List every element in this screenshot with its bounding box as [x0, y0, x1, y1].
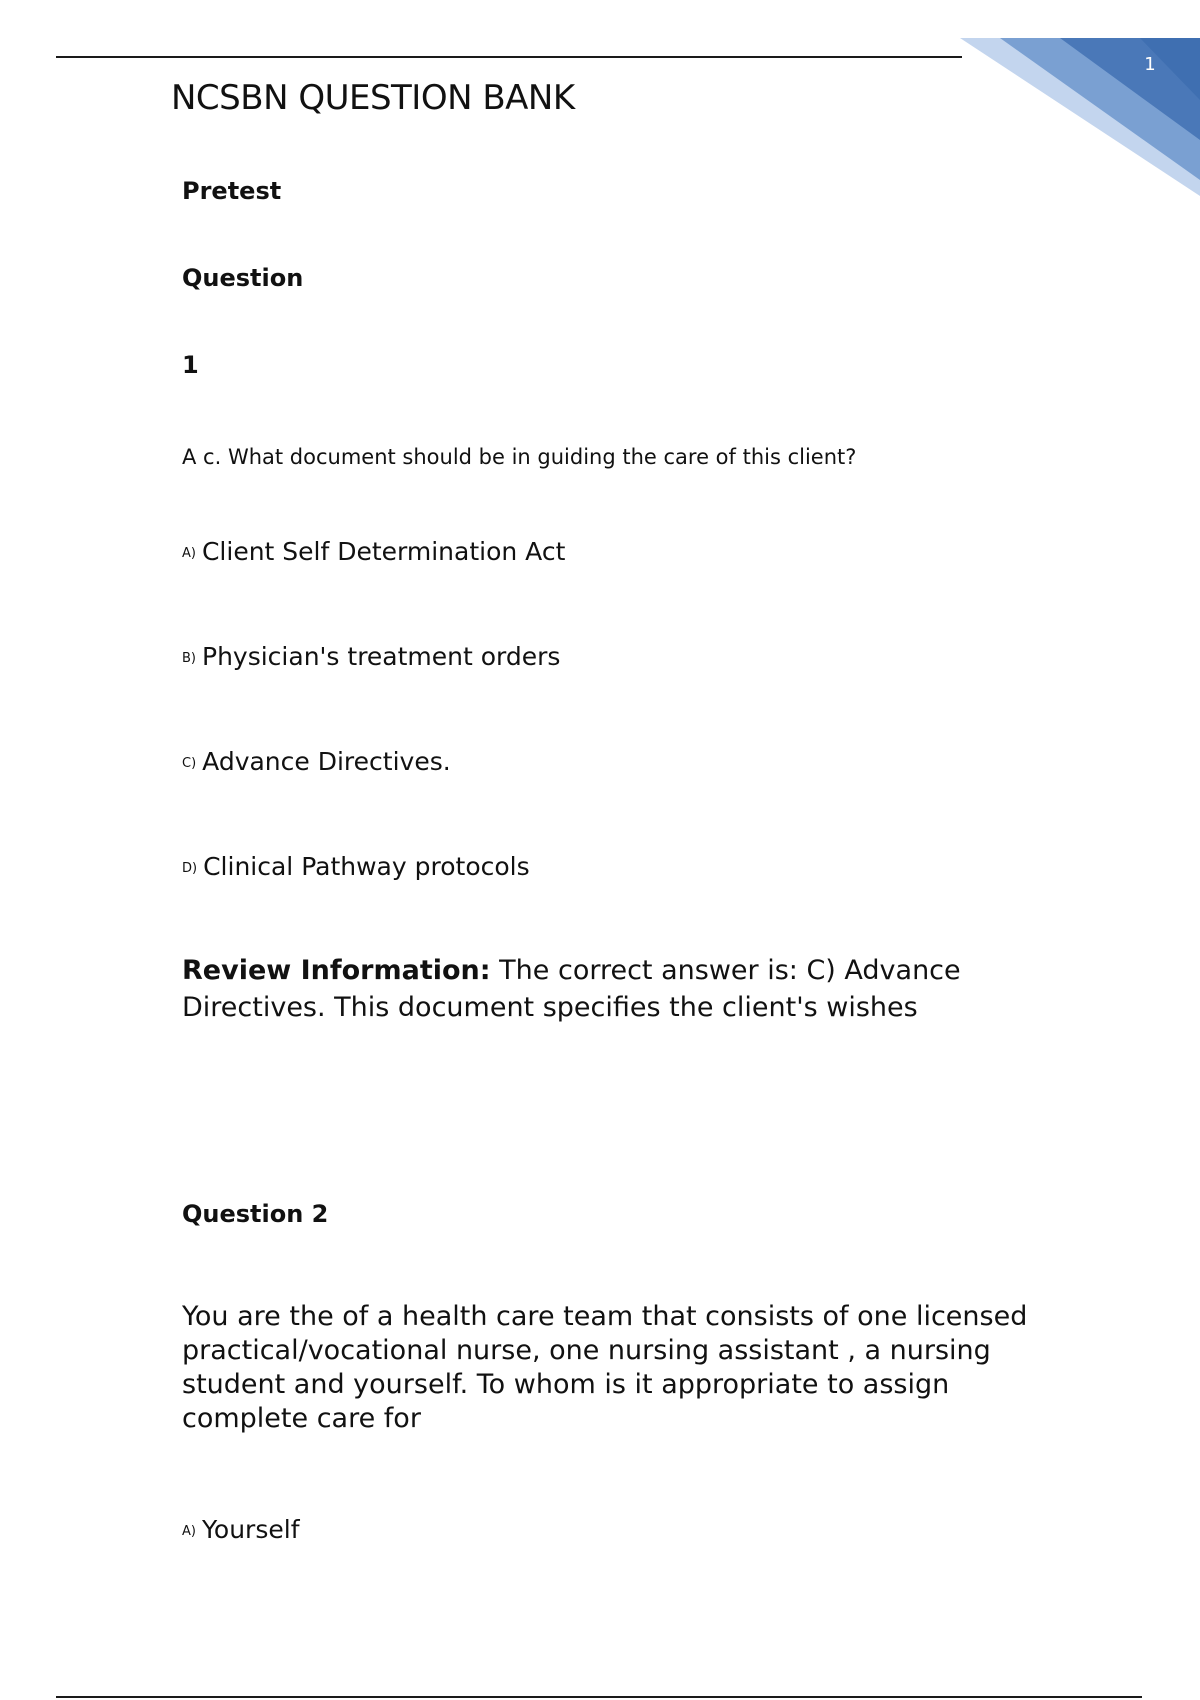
- question-1-number: 1: [182, 351, 199, 379]
- review-text: The correct answer is: C) Advance Directives. This document specifies the client's wishes: [182, 955, 961, 1023]
- question-1-heading: Question: [182, 264, 304, 292]
- option-letter: D): [182, 860, 198, 876]
- question-2-option-a[interactable]: [182, 1515, 300, 1544]
- question-1-option-b[interactable]: [182, 642, 560, 671]
- question-2-heading: Question 2: [182, 1200, 329, 1228]
- header-rule: [56, 56, 962, 58]
- review-information: [182, 952, 1022, 1026]
- review-label: Review Information:: [182, 955, 491, 986]
- option-text: Yourself: [201, 1515, 300, 1544]
- option-letter: C): [182, 755, 197, 771]
- corner-decoration: [960, 0, 1200, 200]
- footer-rule: [56, 1696, 1142, 1698]
- option-text: Physician's treatment orders: [202, 642, 561, 671]
- question-1-option-c[interactable]: [182, 747, 451, 776]
- option-letter: A): [182, 1523, 196, 1539]
- option-letter: A): [182, 545, 196, 561]
- option-text: Advance Directives.: [202, 747, 451, 776]
- section-label: Pretest: [182, 177, 282, 205]
- option-text: Clinical Pathway protocols: [203, 852, 530, 881]
- question-1-option-a[interactable]: [182, 537, 565, 566]
- option-letter: B): [182, 650, 196, 666]
- question-1-option-d[interactable]: [182, 852, 530, 881]
- question-2-text: You are the of a health care team that consists of one licensed practical/vocational nurse, one nursing assistant , a nursing student and yourself. To whom is it appropriate to assign complete care for: [182, 1301, 1028, 1434]
- document-title: NCSBN QUESTION BANK: [171, 78, 575, 118]
- option-text: Client Self Determination Act: [201, 537, 566, 566]
- page-number: 1: [1144, 54, 1156, 75]
- question-1-text: A c. What document should be in guiding the care of this client?: [182, 445, 857, 469]
